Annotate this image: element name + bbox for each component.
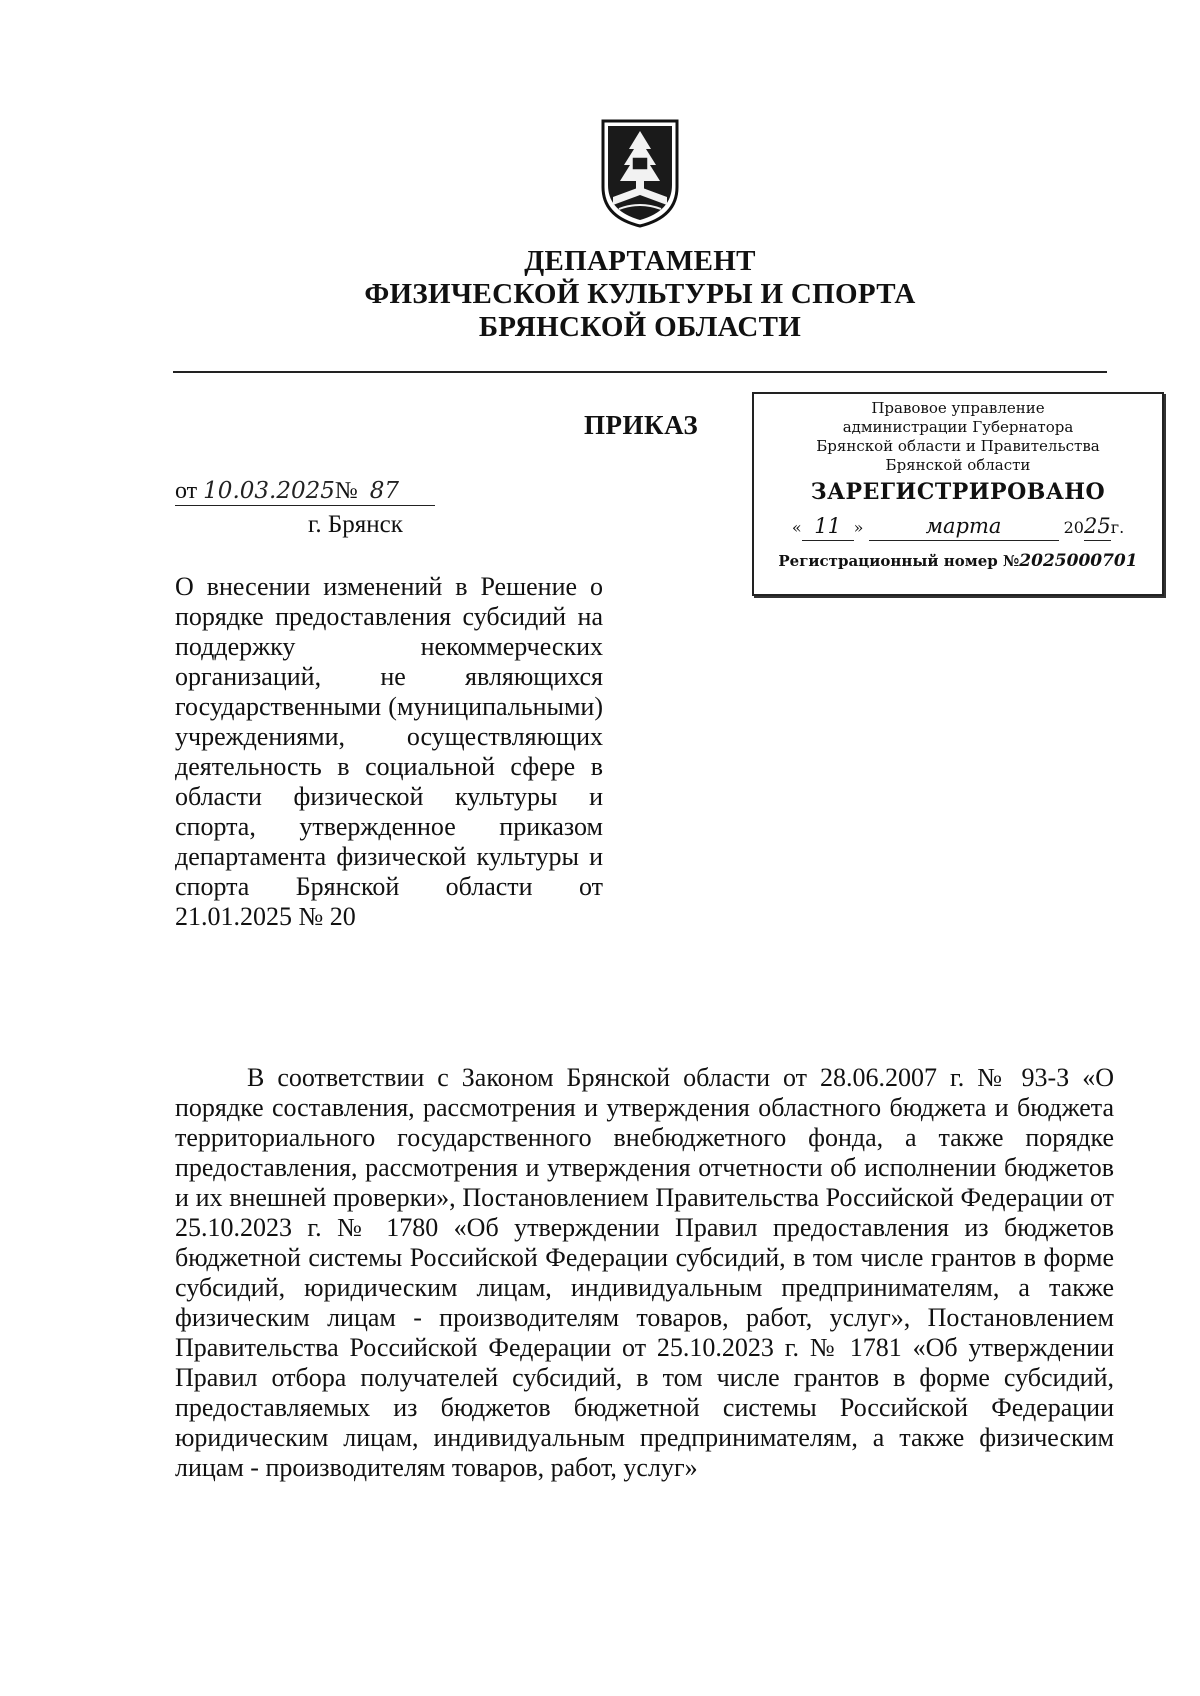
order-date-line bbox=[175, 478, 435, 506]
order-body-paragraph: В соответствии с Законом Брянской области от 28.06.2007 г. № 93-З «О порядке составления, рассмотрения и утверждения областного бюджета и бюджета территориального государственного внебюджетного фонда, а также порядке предоставления, рассмотрения и утверждения отчетности об исполнении бюджетов и их внешней проверки», Постановлением Правительства Российской Федерации от 25.10.2023 г. № 1780 «Об утверждении Правил предоставления из бюджетов бюджетной системы Российской Федерации субсидий, в том числе грантов в форме субсидий, юридическим лицам, индивидуальным предпринимателям, а также физическим лицам - производителям товаров, работ, услуг», Постановлением Правительства Российской Федерации от 25.10.2023 г. № 1781 «Об утверждении Правил отбора получателей субсидий, в том числе грантов в форме субсидий, предоставляемых из бюджетов бюджетной системы Российской Федерации юридическим лицам, индивидуальным предпринимателям, а также физическим лицам - производителям товаров, работ, услуг» bbox=[175, 1063, 1114, 1482]
stamp-line-4: Брянской области bbox=[885, 456, 1031, 474]
stamp-regnum-label: Регистрационный номер № bbox=[778, 552, 1020, 570]
document-title: ПРИКАЗ bbox=[584, 410, 699, 440]
header-divider bbox=[173, 371, 1107, 373]
stamp-year-prefix: 20 bbox=[1063, 518, 1084, 537]
department-title-line-3: БРЯНСКОЙ ОБЛАСТИ bbox=[478, 311, 802, 343]
stamp-regnum-handwritten: 2025000701 bbox=[1019, 551, 1138, 571]
department-title-line-1: ДЕПАРТАМЕНТ bbox=[524, 245, 756, 277]
stamp-line-3: Брянской области и Правительства bbox=[816, 437, 1100, 455]
department-title-line-2: ФИЗИЧЕСКОЙ КУЛЬТУРЫ И СПОРТА bbox=[364, 278, 916, 310]
stamp-line-2: администрации Губернатора bbox=[842, 418, 1074, 436]
stamp-regnum-line bbox=[754, 551, 1162, 571]
stamp-year-suffix: г. bbox=[1110, 518, 1125, 537]
stamp-quote-close: » bbox=[853, 518, 864, 537]
order-subject: О внесении изменений в Решение о порядке предоставления субсидий на поддержку некоммерческих организаций, не являющихся государственными (муниципальными) учреждениями, осуществляющих деятельность в социальной сфере в области физической культуры и спорта, утвержденное приказом департамента физической культуры и спорта Брянской области от 21.01.2025 № 20 bbox=[175, 572, 603, 931]
order-date-handwritten: 10.03.2025 bbox=[203, 478, 335, 504]
stamp-line-1: Правовое управление bbox=[871, 399, 1045, 417]
stamp-month-handwritten: марта bbox=[869, 513, 1059, 541]
stamp-registered-label: ЗАРЕГИСТРИРОВАНО bbox=[810, 479, 1106, 505]
order-date-field bbox=[175, 478, 335, 506]
stamp-day-handwritten: 11 bbox=[802, 513, 854, 541]
stamp-quote-open: « bbox=[791, 518, 802, 537]
stamp-year-handwritten: 25 bbox=[1084, 513, 1111, 541]
from-label: от bbox=[175, 478, 198, 504]
registration-stamp bbox=[752, 392, 1164, 596]
stamp-date-line bbox=[754, 513, 1162, 541]
order-number-field bbox=[335, 478, 435, 506]
city-name: г. Брянск bbox=[308, 511, 403, 538]
order-number-handwritten: 87 bbox=[369, 478, 400, 504]
number-label: № bbox=[334, 478, 358, 504]
coat-of-arms-emblem bbox=[599, 117, 681, 229]
